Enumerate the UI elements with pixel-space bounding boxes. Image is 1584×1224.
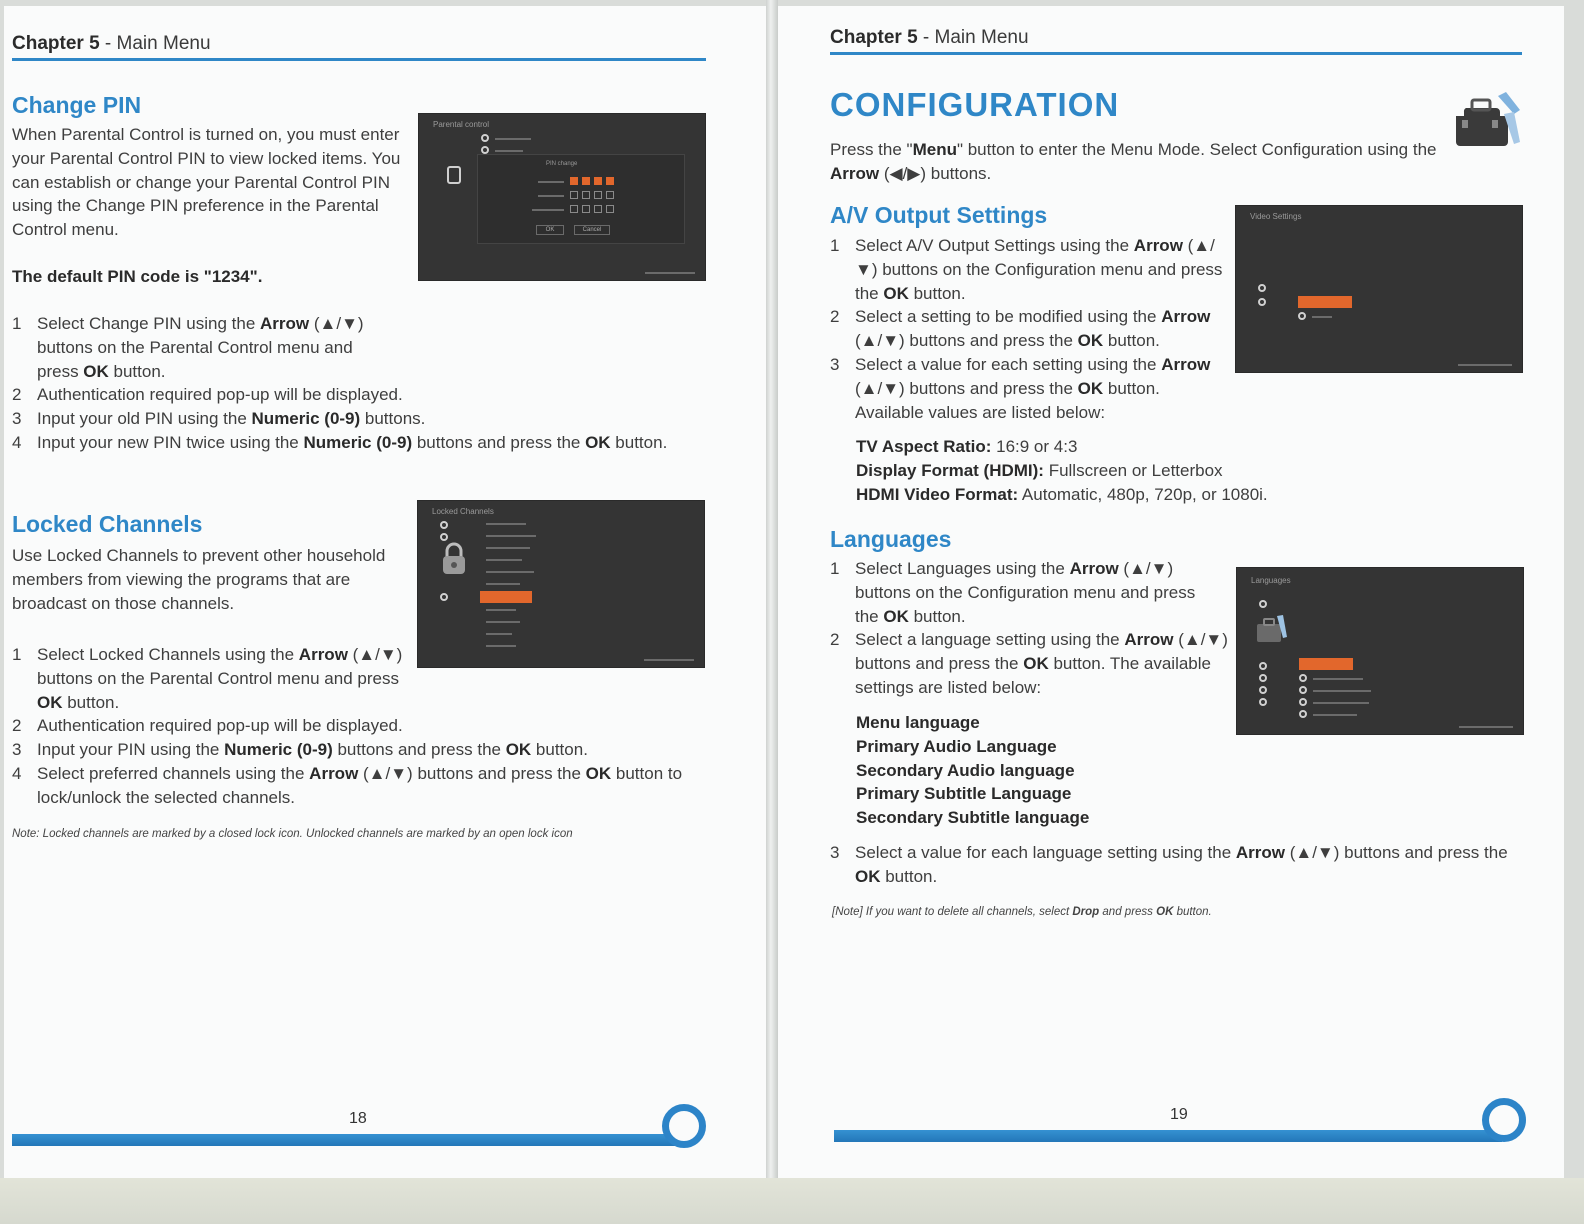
- dialog-cancel-button: Cancel: [574, 225, 610, 235]
- locked-channels-heading: Locked Channels: [12, 511, 203, 537]
- screenshot-title: Parental control: [433, 120, 490, 129]
- step-text: (▲/▼) buttons on the Configuration menu and press the: [855, 559, 1196, 626]
- step-text: Input your new PIN twice using the: [37, 432, 304, 452]
- step-text: Authentication required pop-up will be displayed.: [37, 716, 403, 736]
- step-text: button.: [908, 283, 966, 303]
- step-text: button. Available values are listed below:: [855, 378, 1160, 422]
- step-text: button.: [62, 692, 120, 712]
- menu-bullet-icon: [1299, 698, 1307, 706]
- pin-digit: [594, 177, 602, 185]
- setting-row: [1313, 714, 1357, 716]
- step-item: [830, 628, 1230, 699]
- screenshot-title: Languages: [1251, 576, 1291, 585]
- step-item: [12, 738, 702, 762]
- channel-row: [486, 535, 536, 537]
- step-number: 4: [12, 432, 22, 452]
- header-rule-right: [830, 52, 1522, 55]
- step-keyword: OK: [585, 432, 611, 452]
- chapter-header-right: [830, 27, 1029, 49]
- step-number: 2: [12, 716, 22, 736]
- page-number-left: 18: [349, 1110, 367, 1127]
- pin-digit: [582, 191, 590, 199]
- channel-row: [486, 583, 520, 585]
- step-keyword: Arrow: [1124, 630, 1174, 650]
- step-text: Select a value for each language setting using the: [855, 843, 1236, 862]
- step-keyword: Arrow: [1161, 307, 1211, 327]
- step-keyword: Arrow: [298, 645, 348, 664]
- value-row: [856, 459, 1516, 483]
- value-text: 16:9 or 4:3: [991, 437, 1078, 456]
- step-keyword: Arrow: [1133, 236, 1183, 255]
- step-text: Input your PIN using the: [37, 740, 225, 760]
- step-number: 3: [830, 843, 840, 862]
- default-pin-note: The default PIN code is "1234".: [12, 267, 263, 286]
- change-pin-intro: When Parental Control is turned on, you must enter your Parental Control PIN to view locked items. You can establish or change your Parental Control PIN using the Change PIN preference in the Parental Control menu.: [12, 125, 401, 240]
- field-label-line: [538, 181, 564, 183]
- step-text: button.: [1103, 331, 1160, 351]
- step-text: button.: [610, 432, 668, 452]
- value-text: Fullscreen or Letterbox: [1043, 460, 1223, 480]
- step-keyword: OK: [855, 866, 881, 886]
- step-keyword: Arrow: [260, 314, 310, 333]
- step-text: Select A/V Output Settings using the: [855, 236, 1134, 255]
- setting-row: [1312, 316, 1332, 318]
- channel-row: [486, 523, 526, 525]
- step-text: buttons and press the: [412, 432, 586, 452]
- intro-keyword: Menu: [912, 140, 957, 159]
- languages-step-3: [830, 841, 1530, 889]
- step-number: 2: [12, 385, 22, 405]
- menu-item-line: [495, 150, 523, 152]
- selected-setting-highlight: [1299, 658, 1353, 670]
- step-text: Select a setting to be modified using the: [855, 307, 1162, 327]
- channel-row: [486, 609, 516, 611]
- language-setting-item: Primary Subtitle Language: [856, 784, 1072, 804]
- step-item: [12, 643, 412, 714]
- channel-row: [486, 571, 534, 573]
- section-label: Main Menu: [116, 33, 211, 54]
- pin-digit: [582, 177, 590, 185]
- menu-bullet-icon: [1259, 698, 1267, 706]
- parental-icon: [447, 166, 461, 184]
- language-setting-item: Primary Audio Language: [856, 736, 1057, 756]
- step-item: [12, 762, 702, 810]
- step-number: 3: [12, 740, 22, 760]
- step-keyword: OK: [1077, 331, 1104, 351]
- step-keyword: OK: [1077, 378, 1104, 398]
- note-text: [Note] If you want to delete all channels, select: [832, 906, 1073, 918]
- chapter-header-left: [12, 33, 211, 55]
- footer-ring-icon: [1482, 1098, 1526, 1142]
- step-text: Select Change PIN using the: [37, 314, 261, 333]
- pin-digit: [582, 205, 590, 213]
- value-row: [856, 483, 1516, 507]
- pin-digit: [606, 205, 614, 213]
- menu-bullet-icon: [440, 593, 448, 601]
- header-separator: -: [99, 33, 117, 54]
- menu-bullet-icon: [1299, 710, 1307, 718]
- timestamp-line: [1458, 364, 1512, 366]
- configuration-intro: [830, 138, 1442, 186]
- note-keyword: Drop: [1072, 906, 1100, 918]
- screenshot-title: Video Settings: [1250, 212, 1302, 221]
- pin-digit: [594, 191, 602, 199]
- step-number: 1: [830, 236, 840, 255]
- chapter-label: Chapter 5: [830, 27, 918, 48]
- languages-screenshot: [1236, 567, 1524, 735]
- locked-channels-steps: [12, 643, 702, 810]
- step-text: (▲/▼) buttons and press the: [855, 331, 1078, 351]
- value-text: Automatic, 480p, 720p, or 1080i.: [1018, 484, 1268, 504]
- step-number: 4: [12, 763, 22, 783]
- step-text: Select preferred channels using the: [37, 763, 310, 783]
- menu-bullet-icon: [1258, 284, 1266, 292]
- step-number: 1: [830, 559, 840, 578]
- step-keyword: OK: [83, 361, 109, 381]
- video-settings-screenshot: [1235, 205, 1523, 373]
- dialog-ok-button: OK: [536, 225, 564, 235]
- book-spine: [766, 0, 778, 1224]
- timestamp-line: [645, 272, 695, 274]
- change-pin-steps: [12, 312, 702, 455]
- step-text: Authentication required pop-up will be displayed.: [37, 385, 403, 405]
- step-text: button to lock/unlock the selected channels.: [37, 763, 683, 807]
- step-number: 1: [12, 645, 22, 664]
- menu-bullet-icon: [1259, 662, 1267, 670]
- language-setting-item: Secondary Audio language: [856, 760, 1075, 780]
- av-output-heading: A/V Output Settings: [830, 202, 1048, 228]
- scan-background: [0, 1178, 1584, 1224]
- step-text: Select Languages using the: [855, 559, 1070, 578]
- step-item: [830, 234, 1224, 305]
- dialog-title: PIN change: [546, 161, 578, 167]
- channel-row: [486, 621, 520, 623]
- step-keyword: Numeric (0-9): [224, 740, 333, 760]
- step-item: [12, 407, 702, 431]
- step-keyword: OK: [1023, 654, 1049, 674]
- note-text: and press: [1099, 906, 1157, 918]
- step-keyword: Numeric (0-9): [303, 432, 413, 452]
- pin-digit: [570, 191, 578, 199]
- padlock-icon: [440, 541, 468, 577]
- screenshot-title: Locked Channels: [432, 507, 494, 516]
- step-keyword: Arrow: [1235, 843, 1285, 862]
- step-text: button.: [108, 361, 166, 381]
- av-output-steps: [830, 234, 1224, 424]
- step-number: 1: [12, 314, 22, 333]
- step-text: (▲/▼) buttons and press the: [855, 630, 1228, 674]
- intro-text: (◀/▶) buttons.: [879, 163, 992, 183]
- menu-bullet-icon: [481, 134, 489, 142]
- header-rule-left: [12, 58, 706, 61]
- language-setting-item: Menu language: [856, 713, 980, 732]
- channel-row: [486, 547, 530, 549]
- step-text: Input your old PIN using the: [37, 409, 252, 429]
- step-keyword: OK: [37, 692, 63, 712]
- value-label: Display Format (HDMI):: [856, 460, 1044, 480]
- menu-bullet-icon: [440, 521, 448, 529]
- value-label: HDMI Video Format:: [856, 484, 1019, 504]
- intro-text: Press the ": [830, 140, 913, 159]
- step-item: [830, 305, 1224, 353]
- menu-bullet-icon: [1259, 600, 1267, 608]
- field-label-line: [538, 195, 564, 197]
- pin-digit: [594, 205, 602, 213]
- step-number: 2: [830, 630, 840, 650]
- timestamp-line: [1459, 726, 1513, 728]
- setting-row: [1313, 678, 1363, 680]
- step-item: [12, 431, 702, 455]
- channel-row: [486, 633, 512, 635]
- step-text: button.: [880, 866, 938, 886]
- step-item: [830, 353, 1224, 424]
- step-number: 3: [12, 409, 22, 429]
- step-keyword: OK: [505, 740, 532, 760]
- step-item: [830, 557, 1215, 628]
- language-settings-list: [856, 711, 1089, 830]
- footer-ring-icon: [662, 1104, 706, 1148]
- menu-bullet-icon: [1258, 298, 1266, 306]
- menu-bullet-icon: [440, 533, 448, 541]
- step-keyword: Arrow: [309, 763, 359, 783]
- step-keyword: Arrow: [1161, 354, 1211, 374]
- header-separator: -: [917, 27, 935, 48]
- locked-channels-note: Note: Locked channels are marked by a closed lock icon. Unlocked channels are marked by an open lock icon: [12, 828, 573, 840]
- value-label: TV Aspect Ratio:: [856, 437, 992, 456]
- intro-text: " button to enter the Menu Mode. Select Configuration using the: [956, 140, 1437, 159]
- change-pin-screenshot: [418, 113, 706, 281]
- pin-change-dialog: [477, 154, 685, 244]
- step-text: (▲/▼) buttons on the Parental Control menu and press: [37, 645, 403, 688]
- menu-bullet-icon: [1259, 674, 1267, 682]
- footer-bar-left: [12, 1134, 680, 1146]
- menu-bullet-icon: [1298, 312, 1306, 320]
- pin-digit: [606, 191, 614, 199]
- step-text: buttons and press the: [332, 740, 506, 760]
- av-values-list: [856, 435, 1516, 506]
- step-text: Select Locked Channels using the: [37, 645, 299, 664]
- configuration-toolbox-icon: [1452, 90, 1524, 154]
- step-text: (▲/▼) buttons and press the: [1285, 843, 1508, 862]
- step-number: 2: [830, 307, 840, 327]
- section-label: Main Menu: [934, 27, 1029, 48]
- step-item: [12, 714, 702, 738]
- channel-row: [486, 559, 522, 561]
- footer-bar-right: [834, 1130, 1502, 1142]
- pin-digit: [606, 177, 614, 185]
- setting-row: [1313, 702, 1369, 704]
- step-item: [12, 312, 372, 383]
- step-number: 3: [830, 354, 840, 374]
- page-number-right: 19: [1170, 1106, 1188, 1123]
- step-keyword: OK: [585, 763, 612, 783]
- step-text: buttons.: [360, 409, 426, 429]
- languages-heading: Languages: [830, 526, 952, 552]
- note-keyword: OK: [1156, 906, 1174, 918]
- step-item: [12, 383, 702, 407]
- step-text: (▲/▼) buttons and press the: [358, 763, 586, 783]
- pin-digit: [570, 177, 578, 185]
- step-item: [830, 841, 1530, 889]
- menu-bullet-icon: [481, 146, 489, 154]
- step-text: button.: [908, 606, 966, 626]
- languages-note: [832, 906, 1212, 918]
- menu-bullet-icon: [1299, 674, 1307, 682]
- step-text: (▲/▼) buttons and press the: [855, 378, 1078, 398]
- step-keyword: OK: [883, 283, 909, 303]
- menu-bullet-icon: [1259, 686, 1267, 694]
- value-row: [856, 435, 1516, 459]
- menu-item-line: [495, 138, 531, 140]
- field-label-line: [532, 209, 564, 211]
- step-text: Select a language setting using the: [855, 630, 1125, 650]
- step-keyword: Arrow: [1069, 559, 1119, 578]
- menu-bullet-icon: [1299, 686, 1307, 694]
- step-text: button. The available settings are listed below:: [855, 654, 1211, 697]
- step-keyword: Numeric (0-9): [251, 409, 361, 429]
- setting-row: [1313, 690, 1371, 692]
- note-text: button.: [1173, 906, 1212, 918]
- toolbox-icon: [1253, 614, 1289, 646]
- step-text: button.: [531, 740, 588, 760]
- change-pin-heading: Change PIN: [12, 92, 142, 118]
- configuration-heading: CONFIGURATION: [830, 86, 1120, 123]
- chapter-label: Chapter 5: [12, 33, 100, 54]
- intro-keyword: Arrow: [830, 163, 880, 183]
- language-setting-item: Secondary Subtitle language: [856, 808, 1090, 828]
- selected-channel-highlight: [480, 591, 532, 603]
- step-text: (▲/▼) buttons on the Parental Control menu and press: [37, 314, 364, 381]
- selected-setting-highlight: [1298, 296, 1352, 308]
- locked-channels-intro: Use Locked Channels to prevent other household members from viewing the programs that are broadcast on those channels.: [12, 546, 386, 613]
- pin-digit: [570, 205, 578, 213]
- languages-steps: [830, 557, 1230, 700]
- step-text: (▲/▼) buttons on the Configuration menu and press the: [855, 236, 1223, 303]
- step-text: Select a value for each setting using the: [855, 354, 1162, 374]
- step-keyword: OK: [883, 606, 909, 626]
